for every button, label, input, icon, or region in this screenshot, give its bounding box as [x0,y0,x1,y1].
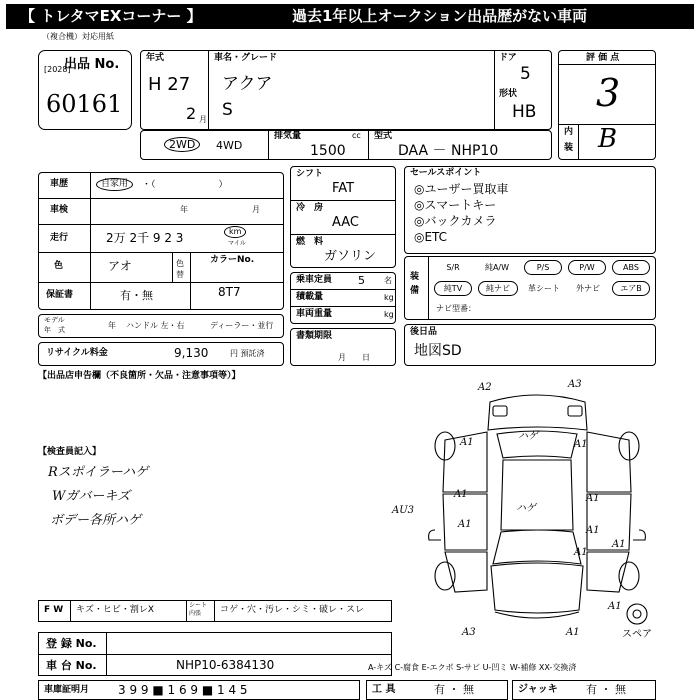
car-diagram [415,380,660,640]
diagram-mark-9: A1 [586,525,600,536]
model-year-label-1: モデル [44,316,65,324]
aftermarket-value: 地図SD [414,343,462,359]
history-selected: 自家用 [96,178,133,191]
diagram-mark-12: A1 [574,547,588,558]
equipment-label: 装備 [410,272,420,296]
name-label: 車名・グレード [214,53,278,63]
color-label: 色 [54,261,64,271]
recycle-label: リサイクル料金 [46,348,108,358]
type-label: 型式 [374,131,393,141]
shift-label: シフト [296,169,324,179]
equip-ext-navi: 外ナビ [576,284,600,293]
inspection-month-unit: 月 [252,205,260,214]
inspector-line-3: ボデー各所ハゲ [50,513,142,528]
interior-label-1: 内 [564,127,574,137]
recycle-value: 9,130 [174,346,209,360]
warranty-label: 保証書 [46,290,74,300]
drive-2wd-option: 2WD [164,137,200,152]
equip-aw: 純A/W [484,263,510,272]
drive-2wd [164,137,200,152]
mileage-unit [224,226,246,238]
mileage-unit-mile: マイル [228,240,246,247]
score-value: 3 [596,71,621,115]
score-label: 評 価 点 [586,53,620,63]
recycle-unit: 円 預託済 [230,349,265,358]
equip-airbag: エアB [612,281,650,296]
color-code-value: 8T7 [218,285,241,299]
inspection-label: 車検 [50,205,69,215]
sales-point-4: ◎ETC [414,230,448,244]
model-name: アクア [222,74,273,94]
diagram-mark-3: ハゲ [518,431,538,442]
drive-4wd: 4WD [216,139,243,152]
storage-label: 車庫証明月 [44,685,90,695]
doors-value: 5 [520,64,531,84]
lot-number: 60161 [46,90,123,118]
model-year-handle: ハンドル 左・右 [126,321,185,330]
displacement-value: 1500 [310,143,346,159]
fuel-label: 燃 料 [296,237,324,247]
doors-label: ドア [499,53,517,63]
diagram-mark-5: A1 [458,519,472,530]
chassis-label: 車 台 No. [46,659,97,672]
year-era: H 27 [148,74,191,95]
year-label: 年式 [146,53,165,63]
history-label: 車歴 [50,179,69,189]
shape-value: HB [512,102,537,122]
fuel-value: ガソリン [324,249,377,264]
inspector-label: 【検査員記入】 [38,447,102,457]
color-value: アオ [108,259,132,273]
displacement-unit: cc [352,131,361,140]
chassis-value: NHP10-6384130 [176,658,275,672]
capacity-label: 乗車定員 [296,275,333,285]
seller-note-label: 【出品店申告欄（不良箇所・欠品・注意事項等）】 [38,371,241,381]
shift-value: FAT [332,181,355,196]
warranty-value: 有・無 [120,289,153,302]
history-rest: ・（ ） [142,180,228,190]
year-month: 2 [186,104,197,123]
tools-value: 有 ・ 無 [434,683,474,696]
inspector-line-1: Rスポイラーハゲ [48,465,149,480]
mileage-value: 2万 2千 9 2 3 [106,231,184,245]
diagram-mark-11: A1 [612,539,626,550]
displacement-label: 排気量 [274,131,302,141]
diagram-mark-1: A2 [478,382,492,393]
year-month-unit: 月 [199,115,207,124]
equip-tv: 純TV [434,281,472,296]
inspector-line-2: Wガバーキズ [52,489,131,504]
jack-label: ジャッキ [518,684,558,695]
hybrid-note: （複合機）対応用紙 [42,32,114,41]
jack-value: 有 ・ 無 [586,683,626,696]
diagram-mark-16: AU3 [392,505,415,516]
equip-navi: 純ナビ [478,281,518,296]
header-title-suffix: 過去1年以上オークション出品歴がない車両 [292,7,588,25]
weight-unit: kg [384,310,394,319]
capacity-value: 5 [358,274,365,287]
color-orig-label: 色替 [176,259,184,279]
interior-value: B [598,124,618,154]
lot-number-label: [2028] [44,65,71,74]
capacity-unit: 名 [384,276,392,285]
diagram-mark-8: A1 [586,493,600,504]
model-year-unit: 年 [108,321,116,330]
aircon-label: 冷 房 [296,203,324,213]
grade-name: S [222,100,233,120]
equip-ps: P/S [524,260,562,275]
interior-fw-label: F W [44,605,64,615]
diagram-mark-6: A1 [460,437,474,448]
inspection-year-unit: 年 [180,205,188,214]
registration-label: 登 録 No. [46,637,97,650]
equip-sr: S/R [446,263,460,272]
diagram-mark-10: A1 [574,439,588,450]
model-year-label-2: 年 式 [44,326,65,334]
equip-seat: 革シート [528,284,560,293]
color-code-label: カラーNo. [210,255,255,265]
sales-point-3: ◎バックカメラ [414,214,497,228]
diagram-mark-13: A1 [608,601,622,612]
interior-seat-label: シート 内張 [189,602,208,617]
diagram-mark-14: A3 [462,627,476,638]
diagram-mark-15: A1 [566,627,580,638]
shape-label: 形状 [499,89,518,99]
lot-label: 出品 No. [64,57,120,72]
damage-legend: A-キズ C-腐食 E-エクボ S-サビ U-凹ミ W-補修 XX-交換済 [368,663,577,672]
load-label: 積載量 [296,292,324,302]
type-value: DAA － NHP10 [398,143,499,159]
diagram-mark-7: ハゲ [516,503,536,514]
sales-point-1: ◎ユーザー買取車 [414,182,509,196]
diagram-mark-2: A3 [568,379,582,390]
equip-abs: ABS [612,260,650,275]
interior-seat-items: コゲ・穴・汚レ・シミ・破レ・スレ [220,605,365,615]
mileage-unit-km: km [224,226,246,238]
weight-label: 車両重量 [296,309,333,319]
tools-label: 工 具 [372,684,396,695]
aircon-value: AAC [332,215,359,230]
interior-label-2: 装 [564,143,574,153]
header-title-prefix: 【 トレタマEXコーナー 】 [20,7,202,25]
equip-pw: P/W [568,260,606,275]
interior-fw-items: キズ・ヒビ・割レX [76,605,154,615]
model-year-dealer: ディーラー・並行 [210,321,274,330]
docs-unit: 月 日 [338,353,370,362]
history-value [96,178,133,191]
mileage-label: 走行 [50,233,69,243]
diagram-mark-4: A1 [454,489,468,500]
aftermarket-label: 後日品 [410,327,438,337]
spare-label: スペア [622,629,652,640]
sales-point-2: ◎スマートキー [414,198,497,212]
nav-model-label: ナビ型番： [436,304,476,313]
docs-label: 書類期限 [296,331,333,341]
sales-points-label: セールスポイント [410,168,482,178]
storage-value: 3 9 9 ■ 1 6 9 ■ 1 4 5 [118,683,248,697]
load-unit: kg [384,293,394,302]
